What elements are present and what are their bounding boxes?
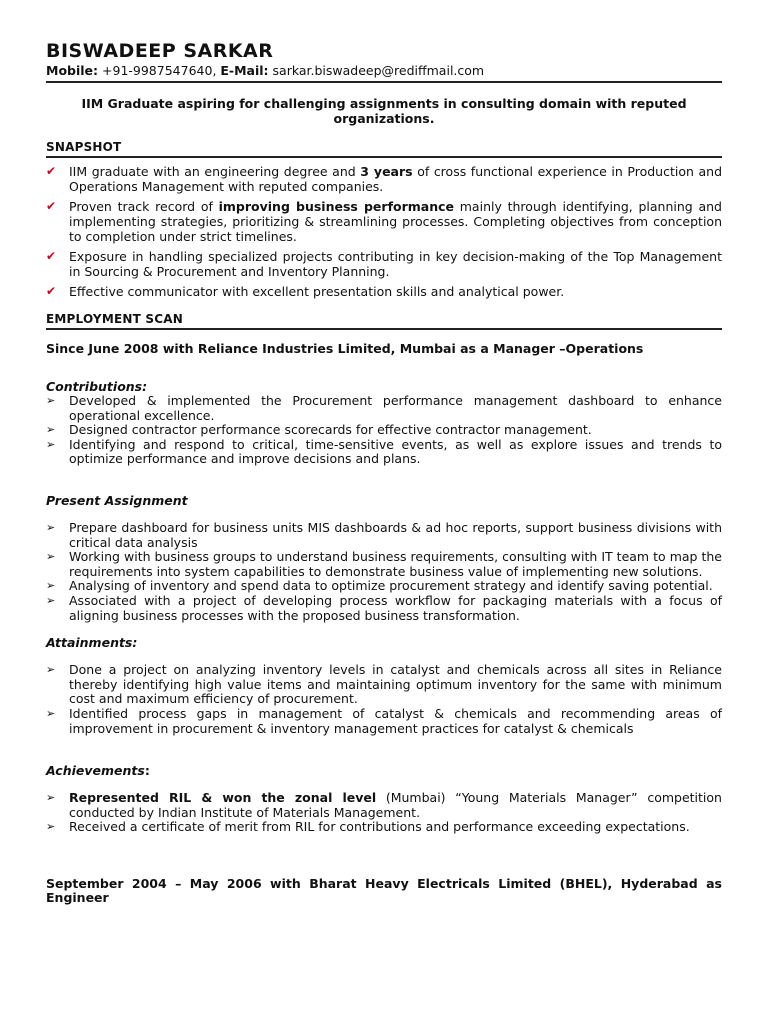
snapshot-item: ✔ IIM graduate with an engineering degree and 3 years of cross functional experience in Production and Operations Management with reputed companies.	[46, 164, 723, 194]
email-address: sarkar.biswadeep@rediffmail.com	[272, 63, 485, 78]
present-assignment-heading: Present Assignment	[46, 492, 188, 508]
contributions-list	[46, 394, 722, 467]
snapshot-item: ✔ Proven track record of improving business performance mainly through identifying, planning and implementing strategies, prioritizing & streamlining processes. Completing objectives from conception to completion under strict timelines.	[46, 199, 722, 244]
snapshot-item: ✔ Exposure in handling specialized projects contributing in key decision-making of the Top Management in Sourcing & Procurement and Inventory Planning.	[46, 249, 722, 279]
check-icon: ✔	[46, 199, 57, 213]
contributions-heading: Contributions:	[46, 379, 148, 394]
contact-line: Mobile: +91-9987547640, E-Mail: sarkar.biswadeep@rediffmail.com	[46, 63, 485, 78]
list-item: ➢ Working with business groups to understand business requirements, consulting with IT team to map the requirements into system capabilities to demonstrate business value of implementing new solutions.	[46, 549, 722, 579]
arrow-bullet-icon: ➢	[46, 791, 56, 805]
snapshot-list	[46, 164, 722, 299]
mobile-number: +91-9987547640	[102, 63, 213, 78]
list-item: ➢ Associated with a project of developing process workflow for packaging materials with a focus of aligning business processes with the proposed business transformation.	[46, 592, 722, 623]
attainments-list	[46, 663, 722, 736]
arrow-bullet-icon: ➢	[46, 550, 56, 564]
snapshot-heading: SNAPSHOT	[46, 140, 122, 154]
employment-heading: EMPLOYMENT SCAN	[46, 312, 183, 326]
resume-page	[46, 40, 722, 905]
arrow-bullet-icon: ➢	[46, 706, 56, 720]
employment-divider	[46, 328, 722, 330]
arrow-bullet-icon: ➢	[46, 663, 56, 677]
achievements-list	[46, 791, 722, 835]
check-icon: ✔	[46, 284, 57, 298]
list-item: ➢ Done a project on analyzing inventory levels in catalyst and chemicals across all sites in Reliance thereby identifying high value items and maintaining optimum inventory for the same with minimum cost and maximum efficiency of procurement.	[46, 662, 722, 707]
list-item: ➢ Designed contractor performance scorecards for effective contractor management.	[46, 422, 592, 438]
snapshot-divider	[46, 156, 722, 158]
list-item: ➢ Received a certificate of merit from RIL for contributions and performance exceeding expectations.	[46, 819, 690, 835]
arrow-bullet-icon: ➢	[46, 820, 56, 834]
list-item: ➢ Represented RIL & won the zonal level (Mumbai) “Young Materials Manager” competition conducted by Indian Institute of Materials Management.	[46, 790, 722, 820]
attainments-heading: Attainments:	[46, 635, 138, 651]
arrow-bullet-icon: ➢	[46, 520, 56, 534]
candidate-name: BISWADEEP SARKAR	[46, 40, 274, 62]
list-item: ➢ Identified process gaps in management of catalyst & chemicals and recommending areas of improvement in procurement & inventory management practices for catalyst & chemicals	[46, 705, 722, 736]
header-divider	[46, 81, 722, 83]
present-assignment-list	[46, 521, 722, 623]
list-item: ➢ Developed & implemented the Procurement performance management dashboard to enhance operational excellence.	[46, 393, 722, 423]
current-role: Since June 2008 with Reliance Industries Limited, Mumbai as a Manager –Operations	[46, 341, 644, 356]
previous-role: September 2004 – May 2006 with Bharat Heavy Electricals Limited (BHEL), Hyderabad as Engineer	[46, 875, 722, 905]
list-item: ➢ Analysing of inventory and spend data to optimize procurement strategy and identify saving potential.	[46, 578, 713, 594]
arrow-bullet-icon: ➢	[46, 579, 56, 593]
check-icon: ✔	[46, 164, 57, 178]
objective-statement: IIM Graduate aspiring for challenging assignments in consulting domain with reputed organizations.	[81, 96, 687, 126]
arrow-bullet-icon: ➢	[46, 593, 56, 607]
list-item: ➢ Prepare dashboard for business units MIS dashboards & ad hoc reports, support business divisions with critical data analysis	[46, 519, 722, 550]
mobile-label: Mobile:	[46, 63, 99, 78]
arrow-bullet-icon: ➢	[46, 437, 56, 451]
email-label: E-Mail:	[220, 63, 269, 78]
snapshot-item: ✔ Effective communicator with excellent presentation skills and analytical power.	[46, 284, 565, 299]
check-icon: ✔	[46, 249, 57, 263]
achievements-heading: Achievements:	[46, 763, 150, 779]
list-item: ➢ Identifying and respond to critical, time-sensitive events, as well as explore issues and trends to optimize performance and improve decisions and plans.	[46, 436, 722, 467]
arrow-bullet-icon: ➢	[46, 423, 56, 437]
arrow-bullet-icon: ➢	[46, 394, 56, 407]
